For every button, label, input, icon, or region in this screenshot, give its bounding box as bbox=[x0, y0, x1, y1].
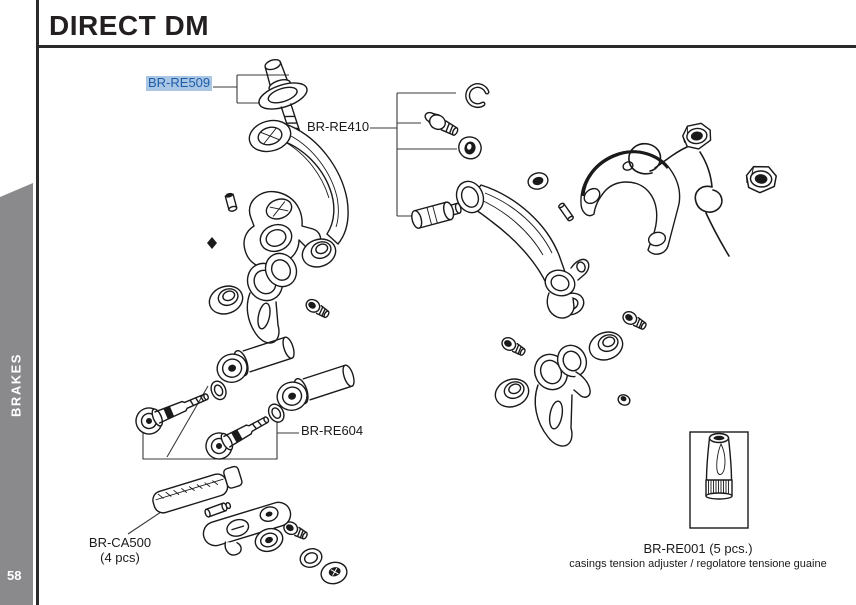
callout-label-br-re001 bbox=[556, 542, 840, 571]
part-pad-holder bbox=[200, 499, 297, 562]
part-washer bbox=[298, 546, 325, 570]
part-stepped-bolt bbox=[422, 109, 460, 138]
part-cylinder-stud bbox=[410, 199, 463, 229]
part-pivot-bolt bbox=[201, 399, 289, 463]
part-pad-post bbox=[204, 501, 231, 517]
part-c-clip bbox=[468, 86, 487, 106]
part-set-screw bbox=[621, 309, 648, 332]
callout-label-br-re604: BR-RE604 bbox=[301, 423, 364, 438]
callout-label-br-re001-code: BR-RE001 (5 pcs.) bbox=[643, 541, 753, 556]
callout-label-br-ca500 bbox=[78, 536, 162, 566]
part-bushing-cup bbox=[491, 374, 532, 411]
part-set-screw bbox=[304, 297, 331, 320]
part-barrel-adjuster bbox=[706, 434, 732, 500]
callout-label-br-ca500-qty: (4 pcs) bbox=[100, 549, 140, 565]
page-title: DIRECT DM bbox=[49, 10, 210, 41]
part-bushing-cup bbox=[205, 281, 246, 318]
callout-label-br-ca500-code: BR-CA500 bbox=[88, 535, 152, 550]
part-dome-nut bbox=[616, 393, 631, 407]
callout-label-br-re001-caption: casings tension adjuster / regolatore tensione guaine bbox=[569, 557, 827, 570]
callout-leader-re410 bbox=[370, 93, 457, 216]
part-ring-bushing bbox=[526, 171, 549, 192]
sidebar-section-label: BRAKES bbox=[8, 353, 24, 417]
part-bushing-cup bbox=[585, 327, 626, 364]
part-set-screw bbox=[500, 335, 527, 358]
part-small-pin bbox=[225, 192, 237, 212]
part-link-plate bbox=[529, 341, 592, 446]
part-dome-screw bbox=[319, 559, 350, 586]
part-hex-nut bbox=[745, 165, 777, 194]
callout-label-br-re410: BR-RE410 bbox=[307, 119, 370, 134]
part-cam-piece bbox=[456, 134, 483, 161]
part-link-plate bbox=[241, 248, 302, 343]
part-small-pin bbox=[558, 202, 574, 221]
part-hex-nut bbox=[681, 122, 712, 151]
part-pivot-sleeve bbox=[273, 362, 358, 414]
part-square-nut bbox=[207, 237, 217, 249]
page-number: 58 bbox=[7, 568, 22, 583]
part-pivot-sleeve bbox=[213, 334, 298, 386]
part-pivot-bolt bbox=[132, 377, 231, 438]
callout-label-br-re509: BR-RE509 bbox=[148, 75, 211, 90]
